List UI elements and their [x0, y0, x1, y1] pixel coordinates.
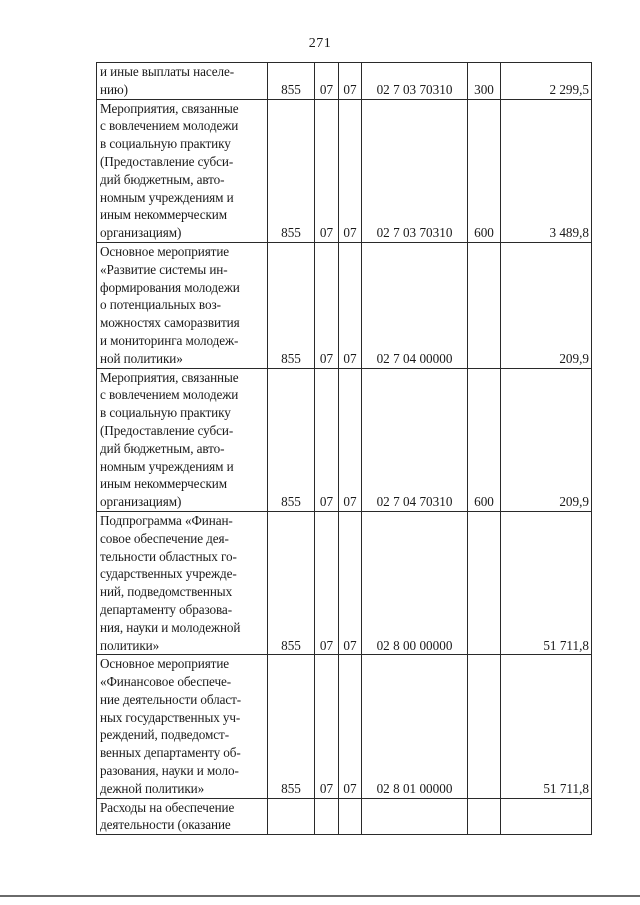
amount: 3 489,8 [501, 99, 592, 242]
section-code: 07 [315, 99, 339, 242]
section-code: 07 [315, 655, 339, 798]
expense-type-code [468, 242, 501, 368]
table-row [97, 63, 592, 100]
ministry-code: 855 [268, 511, 315, 654]
subsection-code [339, 798, 362, 835]
target-article-code: 02 7 03 70310 [362, 99, 468, 242]
section-code: 07 [315, 511, 339, 654]
target-article-code: 02 7 04 00000 [362, 242, 468, 368]
item-name: и иные выплаты населе- нию) [97, 63, 268, 100]
budget-table [96, 62, 592, 835]
target-article-code [362, 798, 468, 835]
section-code: 07 [315, 63, 339, 100]
section-code: 07 [315, 242, 339, 368]
amount: 209,9 [501, 368, 592, 511]
ministry-code: 855 [268, 99, 315, 242]
subsection-code: 07 [339, 63, 362, 100]
item-name: Мероприятия, связанные с вовлечением молодежи в социальную практику (Предоставление субси- дий бюджетным, авто- номным учреждениям и иным некоммерческим организациям) [97, 99, 268, 242]
subsection-code: 07 [339, 368, 362, 511]
amount: 209,9 [501, 242, 592, 368]
expense-type-code: 600 [468, 368, 501, 511]
target-article-code: 02 7 04 70310 [362, 368, 468, 511]
target-article-code: 02 7 03 70310 [362, 63, 468, 100]
item-name: Расходы на обеспечение деятельности (оказание [97, 798, 268, 835]
item-name: Основное мероприятие «Финансовое обеспече- ние деятельности област- ных государственных уч- реждений, подведомст- венных департаменту об- разования, науки и моло- дежной политики» [97, 655, 268, 798]
table-row [97, 655, 592, 798]
page-number: 271 [308, 36, 332, 51]
table-row [97, 798, 592, 835]
target-article-code: 02 8 00 00000 [362, 511, 468, 654]
item-name: Мероприятия, связанные с вовлечением молодежи в социальную практику (Предоставление субси- дий бюджетным, авто- номным учреждениям и иным некоммерческим организациям) [97, 368, 268, 511]
bottom-rule [0, 895, 640, 897]
ministry-code: 855 [268, 63, 315, 100]
section-code [315, 798, 339, 835]
table-row [97, 99, 592, 242]
target-article-code: 02 8 01 00000 [362, 655, 468, 798]
amount: 51 711,8 [501, 511, 592, 654]
table-row [97, 511, 592, 654]
subsection-code: 07 [339, 99, 362, 242]
item-name: Подпрограмма «Финан- совое обеспечение дея- тельности областных го- сударственных учрежде- ний, подведомственных департаменту образова- ния, науки и молодежной политики» [97, 511, 268, 654]
ministry-code [268, 798, 315, 835]
subsection-code: 07 [339, 242, 362, 368]
expense-type-code [468, 655, 501, 798]
table-row [97, 242, 592, 368]
ministry-code: 855 [268, 368, 315, 511]
subsection-code: 07 [339, 511, 362, 654]
amount: 51 711,8 [501, 655, 592, 798]
subsection-code: 07 [339, 655, 362, 798]
amount: 2 299,5 [501, 63, 592, 100]
amount [501, 798, 592, 835]
ministry-code: 855 [268, 242, 315, 368]
expense-type-code: 600 [468, 99, 501, 242]
expense-type-code [468, 798, 501, 835]
expense-type-code [468, 511, 501, 654]
ministry-code: 855 [268, 655, 315, 798]
item-name: Основное мероприятие «Развитие системы ин- формирования молодежи о потенциальных воз- можностях саморазвития и мониторинга молодеж- ной политики» [97, 242, 268, 368]
table-row [97, 368, 592, 511]
section-code: 07 [315, 368, 339, 511]
expense-type-code: 300 [468, 63, 501, 100]
